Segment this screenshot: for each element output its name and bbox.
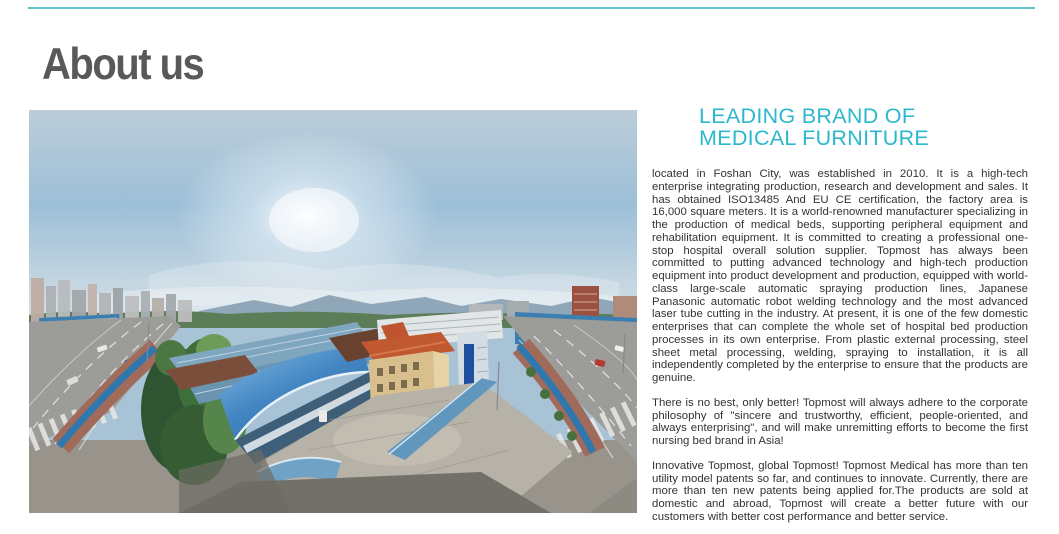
section-heading-line1: LEADING BRAND OF [699, 104, 916, 128]
factory-panorama-illustration [29, 110, 637, 513]
section-heading [652, 105, 1028, 149]
about-paragraph-innovation: Innovative Topmost, global Topmost! Topmost Medical has more than ten utility model patents so far, and continues to innovate. Currently, there are more than ten new patents being applied for.The products are sold at domestic and abroad, Topmost will create a better future with our customers with better cost performance and better service. [652, 459, 1028, 523]
top-divider-line [28, 7, 1035, 9]
section-heading-line2: MEDICAL FURNITURE [699, 126, 930, 150]
about-paragraph-company: located in Foshan City, was established in 2010. It is a high-tech enterprise integrating production, research and development and sales. It has obtained ISO13485 And EU CE certification, the factory area is 16,000 square meters. It is a world-renowned manufacturer specializing in the production of medical beds, supporting peripheral equipment and rehabilitation equipment. It is committed to creating a professional one-stop hospital overall solution supplier. Topmost has always been committed to putting advanced technology and high-tech production equipment into product development and production, equipped with world-class large-scale automatic spraying production lines, Japanese Panasonic automatic robot welding technology and the most advanced laser tube cutting in the industry. At present, it is one of the few domestic enterprises that can complete the whole set of hospital bed production processes in its own enterprise. From plastic external processing, steel sheet metal processing, welding, spraying to installation, it is all independently completed by the enterprise to ensure that the products are genuine. [652, 168, 1028, 384]
page-title: About us [42, 40, 204, 90]
factory-panorama-photo [29, 110, 637, 513]
about-text-column [652, 105, 1028, 534]
about-paragraph-philosophy: There is no best, only better! Topmost will always adhere to the corporate philosophy of "sincere and trustworthy, efficient, people-oriented, and always enterprising", and will make unremitting efforts to become the first nursing bed brand in Asia! [652, 396, 1028, 447]
